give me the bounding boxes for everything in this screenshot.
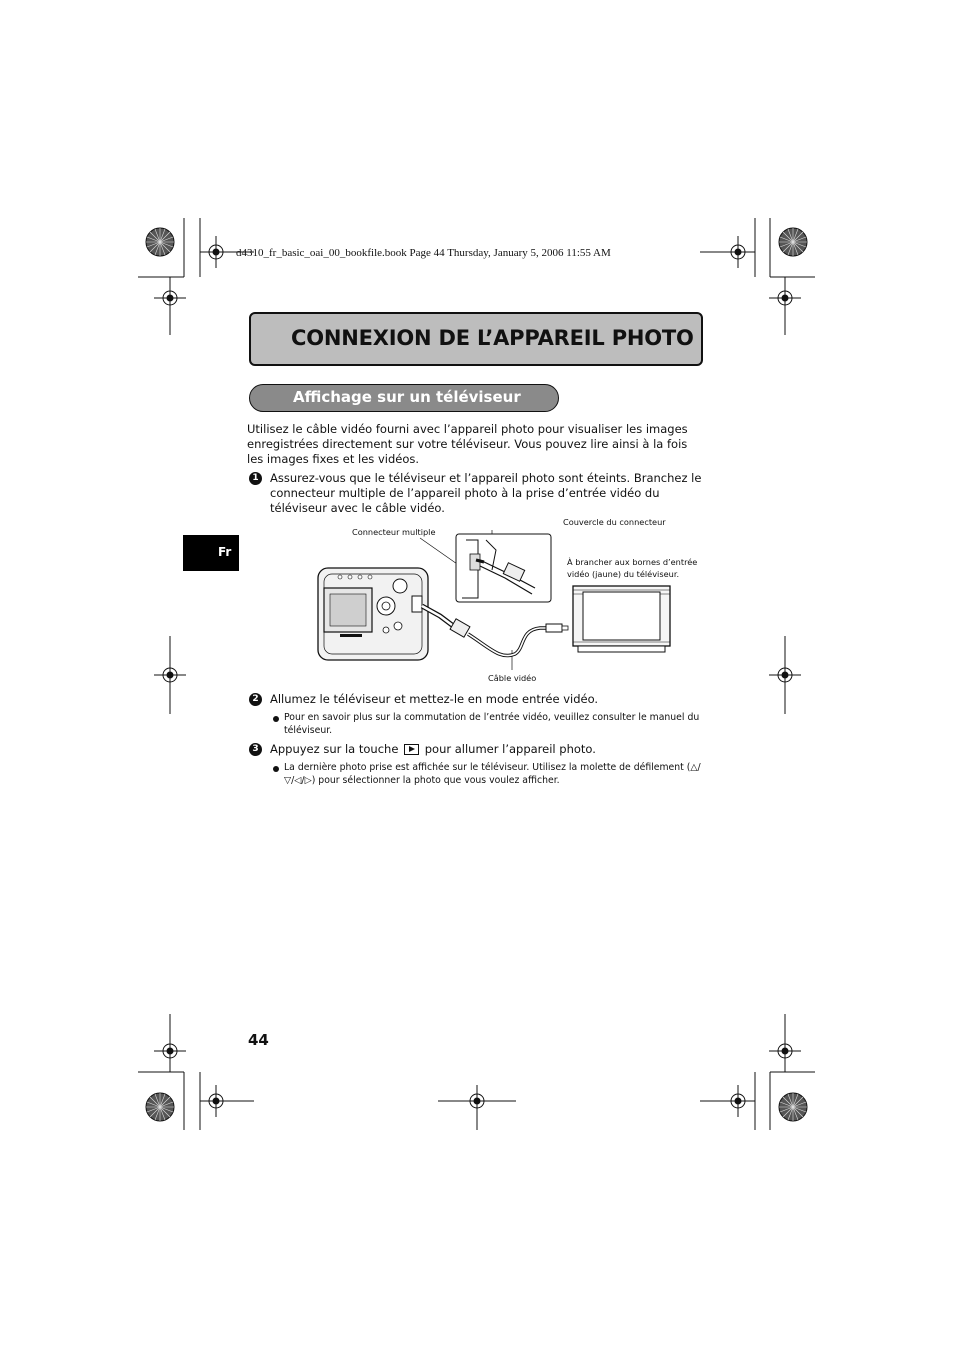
step-3-text-after: pour allumer l’appareil photo. [424,742,596,756]
connection-figure [300,530,680,670]
connector-detail-inset [456,534,551,602]
step-1-number: 1 [249,472,262,485]
page-title: CONNEXION DE L’APPAREIL PHOTO [291,326,694,350]
label-multi-connector: Connecteur multiple [352,527,436,537]
step-2-bullet-text: Pour en savoir plus sur la commutation de l’entrée vidéo, veuillez consulter le manuel du téléviseur. [284,712,700,736]
label-connector-cover: Couvercle du connecteur [563,517,666,527]
television-icon [573,586,670,652]
step-3-bullet-dot [273,766,279,772]
step-3-text-before: Appuyez sur la touche [270,742,399,756]
step-3-number: 3 [249,743,262,756]
playback-icon [404,744,419,755]
label-tv-input-line1: À brancher aux bornes d’entrée [567,557,698,567]
camera-icon [318,568,428,660]
step-3-text [270,742,710,757]
print-header-line: d4310_fr_basic_oai_00_bookfile.book Page 44 Thursday, January 5, 2006 11:55 AM [236,247,611,259]
intro-paragraph: Utilisez le câble vidéo fourni avec l’appareil photo pour visualiser les images enregistrées directement sur votre téléviseur. Vous pouvez lire ainsi à la fois les images fixes et les vidéos. [247,422,688,466]
step-1-text: Assurez-vous que le téléviseur et l’appareil photo sont éteints. Branchez le connecteur multiple de l’appareil photo à la prise d’entrée vidéo du téléviseur avec le câble vidéo. [270,471,702,515]
page-number: 44 [248,1031,269,1049]
label-tv-input-line2: vidéo (jaune) du téléviseur. [567,569,680,579]
step-2-bullet-dot [273,716,279,722]
step-2-text: Allumez le téléviseur et mettez-le en mode entrée vidéo. [270,692,599,706]
step-3-bullet-text: La dernière photo prise est affichée sur le téléviseur. Utilisez la molette de défilement (△/▽/◁/▷) pour sélectionner la photo que vous voulez afficher. [284,762,701,786]
label-video-cable: Câble vidéo [488,673,537,683]
step-2-number: 2 [249,693,262,706]
language-tab-label: Fr [218,545,232,559]
section-title: Affichage sur un téléviseur [293,388,521,406]
